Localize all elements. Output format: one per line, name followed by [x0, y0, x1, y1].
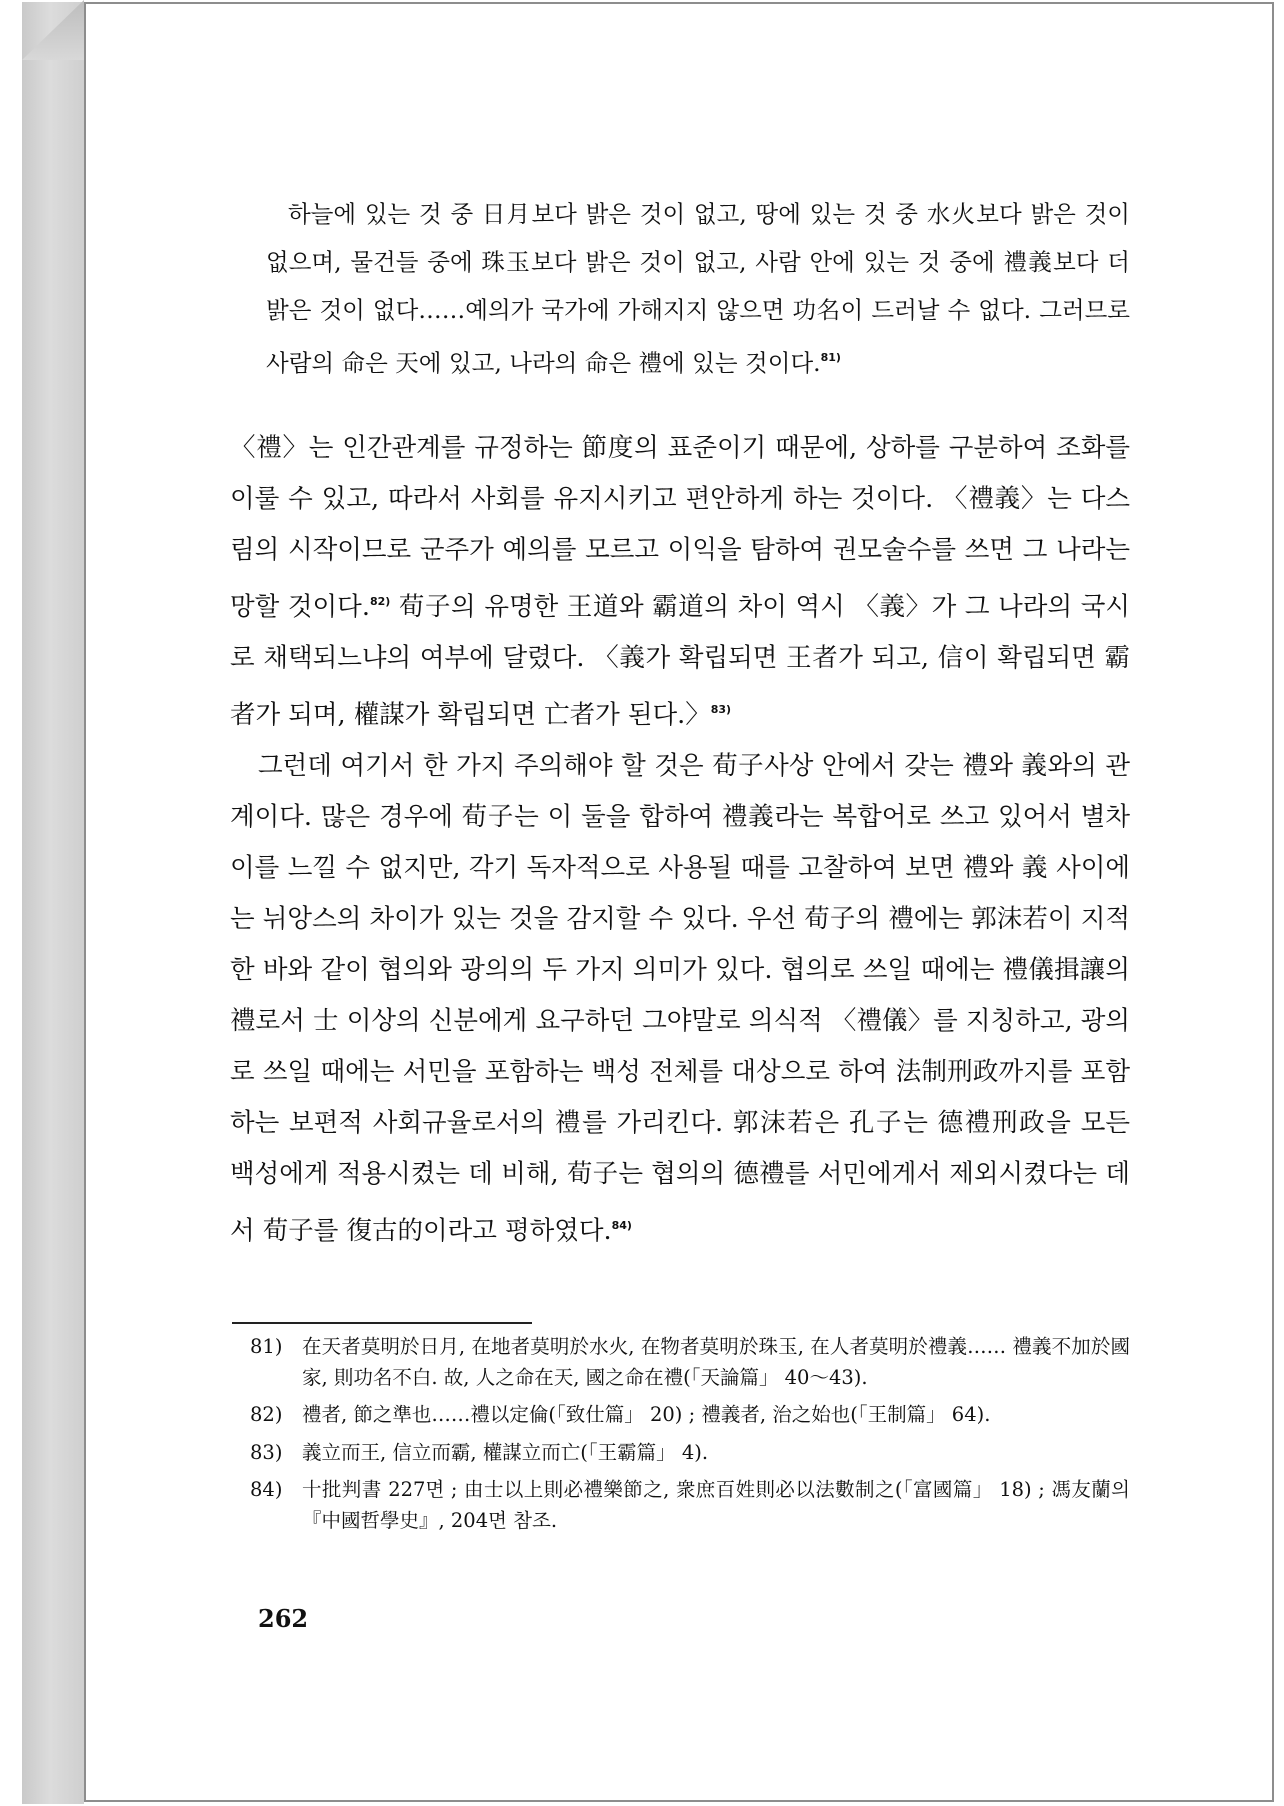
paragraph-1 — [230, 423, 1130, 741]
paragraph-1-part-a: 〈禮〉는 인간관계를 규정하는 節度의 표준이기 때문에, 상하를 구분하여 조화를 이룰 수 있고, 따라서 사회를 유지시키고 편안하게 하는 것이다. 〈禮義〉는 다스림의 시작이므로 군주가 예의를 모르고 이익을 탐하여 권모술수를 쓰면 그 나라는 망할 것이다. — [230, 433, 1130, 622]
page-number: 262 — [258, 1604, 309, 1633]
footnote-ref-82: 82) — [369, 595, 391, 608]
paragraph-1-part-b: 荀子의 유명한 王道와 霸道의 차이 역시 〈義〉가 그 나라의 국시로 채택되느냐의 여부에 달렸다. 〈義가 확립되면 王者가 되고, 信이 확립되면 霸者가 되며, 權謀가 확립되면 亡者가 된다.〉 — [230, 592, 1130, 730]
block-quote — [266, 190, 1130, 387]
footnote-number: 84) — [250, 1478, 283, 1501]
footnote-ref-81: 81) — [820, 351, 841, 364]
footnote-ref-84: 84) — [611, 1219, 632, 1232]
footnote-number: 83) — [250, 1440, 283, 1464]
footnote-text: 在天者莫明於日月, 在地者莫明於水火, 在物者莫明於珠玉, 在人者莫明於禮義…… 禮義不加於國家, 則功名不白. 故, 人之命在天, 國之命在禮(「天論篇」 40～43). — [302, 1335, 1130, 1389]
footnote-divider — [232, 1322, 532, 1324]
footnote-number: 82) — [250, 1403, 283, 1426]
body-text — [230, 423, 1130, 1257]
footnote-number: 81) — [250, 1335, 283, 1358]
footnote-text: 十批判書 227면 ; 由士以上則必禮樂節之, 衆庶百姓則必以法數制之(「富國篇」 18) ; 馮友蘭의 『中國哲學史』, 204면 참조. — [302, 1478, 1130, 1532]
footnotes — [250, 1332, 1130, 1543]
paragraph-2-text: 그런데 여기서 한 가지 주의해야 할 것은 荀子사상 안에서 갖는 禮와 義와의 관계이다. 많은 경우에 荀子는 이 둘을 합하여 禮義라는 복합어로 쓰고 있어서 별차이를 느낄 수 없지만, 각기 독자적으로 사용될 때를 고찰하여 보면 禮와 義 사이에는 뉘앙스의 차이가 있는 것을 감지할 수 있다. 우선 荀子의 禮에는 郭沫若이 지적한 바와 같이 협의와 광의의 두 가지 의미가 있다. 협의로 쓰일 때에는 禮儀揖讓의 禮로서 士 이상의 신분에게 요구하던 그야말로 의식적 〈禮儀〉를 지칭하고, 광의로 쓰일 때에는 서민을 포함하는 백성 전체를 대상으로 하여 法制刑政까지를 포함하는 보편적 사회규율로서의 禮를 가리킨다. 郭沫若은 孔子는 德禮刑政을 모든 백성에게 적용시켰는 데 비해, 荀子는 협의의 德禮를 서민에게서 제외시켰다는 데서 荀子를 復古的이라고 평하였다. — [230, 751, 1130, 1246]
book-spine — [22, 2, 84, 1804]
footnote-text: 禮者, 節之準也……禮以定倫(「致仕篇」 20) ; 禮義者, 治之始也(「王制篇」 64). — [302, 1403, 991, 1426]
main-text-column — [230, 190, 1130, 1257]
footnote-item — [250, 1475, 1130, 1536]
paragraph-2 — [230, 741, 1130, 1257]
footnote-item — [250, 1400, 1130, 1431]
footnote-text: 義立而王, 信立而霸, 權謀立而亡(「王霸篇」 4). — [302, 1440, 709, 1464]
footnote-item — [250, 1332, 1130, 1393]
footnote-item — [250, 1438, 1130, 1469]
footnote-ref-83: 83) — [710, 703, 732, 716]
quote-text: 하늘에 있는 것 중 日月보다 밝은 것이 없고, 땅에 있는 것 중 水火보다 밝은 것이 없으며, 물건들 중에 珠玉보다 밝은 것이 없고, 사람 안에 있는 것 중에 禮義보다 더 밝은 것이 없다……예의가 국가에 가해지지 않으면 功名이 드러날 수 없다. 그러므로 사람의 命은 天에 있고, 나라의 命은 禮에 있는 것이다. — [266, 200, 1130, 377]
